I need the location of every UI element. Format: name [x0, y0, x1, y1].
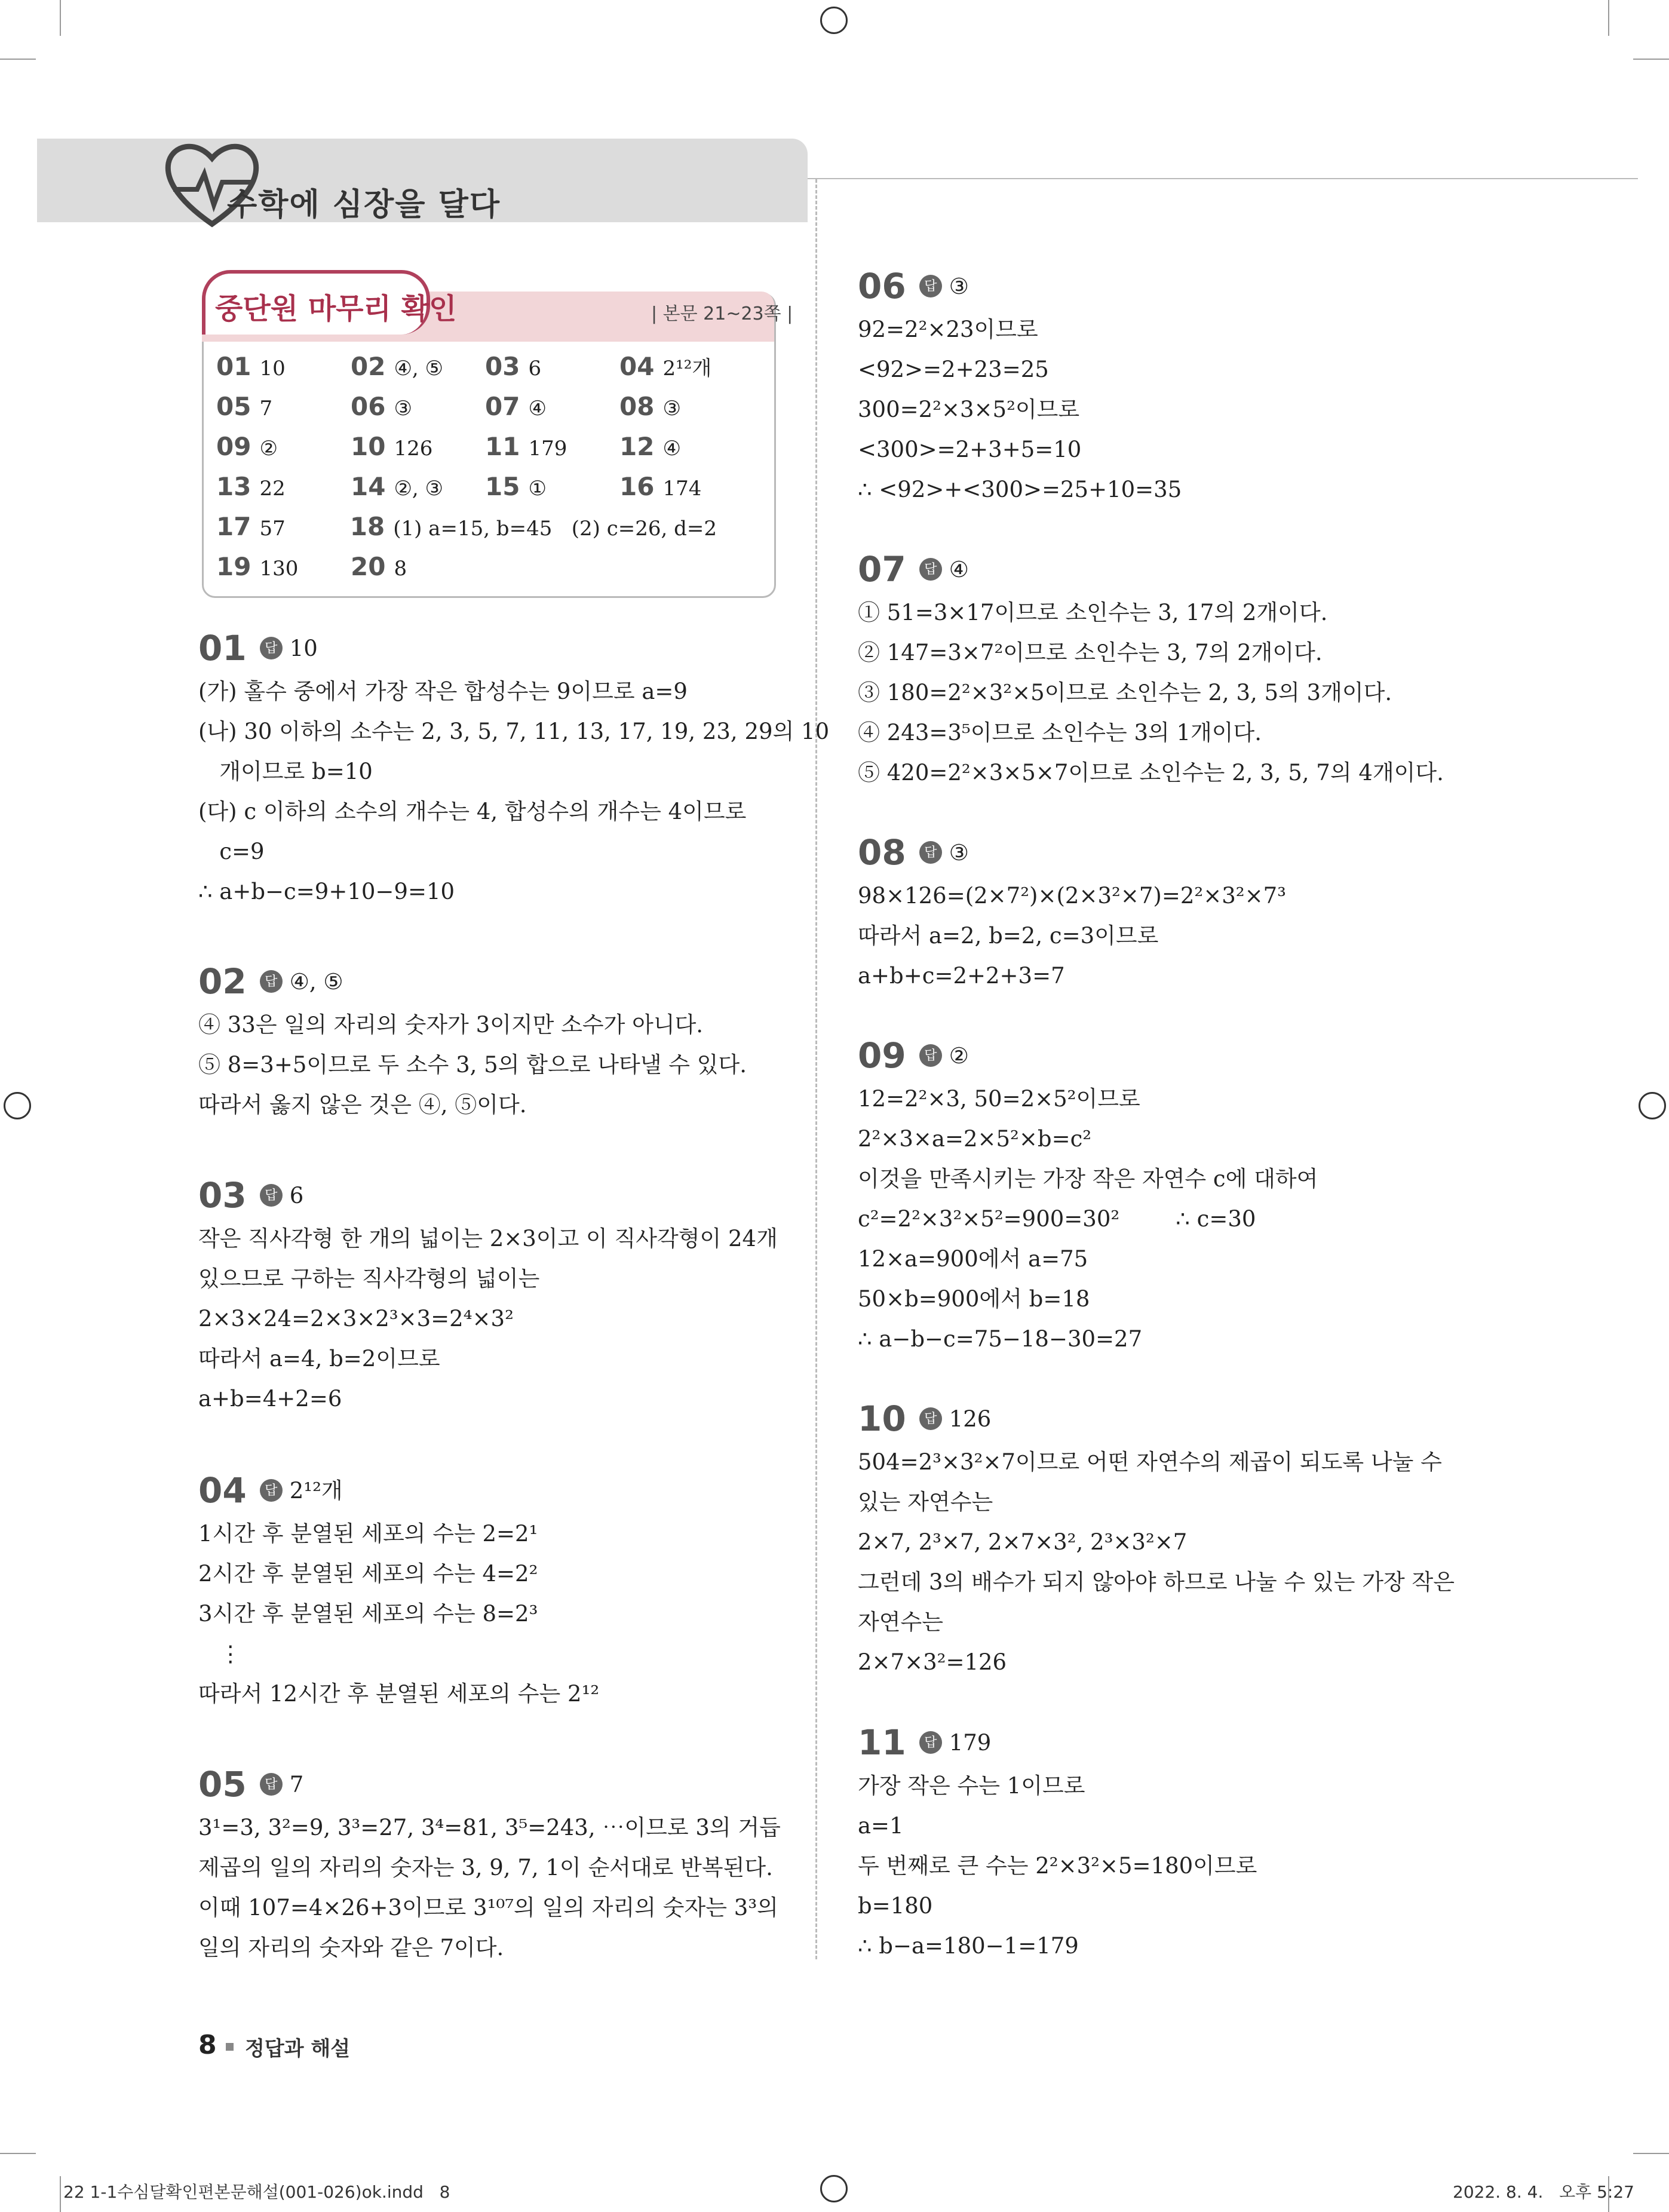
- solution-line: 있는 자연수는: [858, 1489, 993, 1515]
- problem-header: 02 답 ④, ⑤: [198, 961, 343, 1002]
- solution-line: ∴ a−b−c=75−18−30=27: [858, 1326, 1143, 1352]
- summary-item: 11 179: [485, 432, 567, 461]
- solution-line: 제곱의 일의 자리의 숫자는 3, 9, 7, 1이 순서대로 반복된다.: [198, 1855, 773, 1880]
- solution-line: a+b=4+2=6: [198, 1386, 342, 1412]
- answer-badge-icon: 답: [919, 841, 942, 864]
- solution-line: 이때 107=4×26+3이므로 3¹⁰⁷의 일의 자리의 숫자는 3³의: [198, 1895, 778, 1920]
- footer-file: 22 1-1수심달확인편본문해설(001-026)ok.indd 8: [63, 2182, 450, 2202]
- crop-mark: [60, 0, 61, 36]
- problem-header: 05 답 7: [198, 1763, 304, 1805]
- solution-line: 3¹=3, 3²=9, 3³=27, 3⁴=81, 3⁵=243, ⋯이므로 3의 거듭: [198, 1815, 781, 1840]
- solution-line: ⑤ 8=3+5이므로 두 소수 3, 5의 합으로 나타낼 수 있다.: [198, 1052, 747, 1078]
- summary-ref: | 본문 21~23쪽 |: [651, 303, 793, 324]
- solution-line: 그런데 3의 배수가 되지 않아야 하므로 나눌 수 있는 가장 작은: [858, 1569, 1455, 1595]
- header-rule: [808, 178, 1638, 179]
- summary-item: 16 174: [619, 472, 702, 501]
- summary-row: [216, 386, 754, 427]
- solution-line: b=180: [858, 1893, 933, 1919]
- summary-item: 15 ①: [485, 472, 547, 501]
- solution-line: 있으므로 구하는 직사각형의 넓이는: [198, 1266, 540, 1291]
- summary-item: 18 (1) a=15, b=45 (2) c=26, d=2: [349, 512, 717, 541]
- header-title: 수학에 심장을 달다: [227, 187, 501, 223]
- problem-03: [198, 1172, 778, 1419]
- crop-mark: [1633, 2153, 1669, 2154]
- solution-line: ⑤ 420=2²×3×5×7이므로 소인수는 2, 3, 5, 7의 4개이다.: [858, 760, 1444, 786]
- summary-item: 13 22: [216, 472, 286, 501]
- solution-line: ∴ a+b−c=9+10−9=10: [198, 879, 455, 904]
- problem-header: 10 답 126: [858, 1398, 992, 1439]
- summary-item: 04 2¹²개: [619, 352, 712, 381]
- summary-title: 중단원 마무리 확인: [215, 292, 457, 326]
- solution-line: (가) 홀수 중에서 가장 작은 합성수는 9이므로 a=9: [198, 679, 688, 704]
- summary-item: 02 ④, ⑤: [351, 352, 444, 381]
- summary-row: [216, 507, 754, 547]
- solution-line: ② 147=3×7²이므로 소인수는 3, 7의 2개이다.: [858, 640, 1323, 665]
- solution-line: 92=2²×23이므로: [858, 317, 1038, 342]
- summary-item: 20 8: [351, 552, 407, 581]
- answer-badge-icon: 답: [919, 275, 942, 297]
- summary-item: 14 ②, ③: [351, 472, 444, 501]
- summary-item: 09 ②: [216, 432, 278, 461]
- solution-line: 12=2²×3, 50=2×5²이므로: [858, 1086, 1140, 1112]
- problem-header: 04 답 2¹²개: [198, 1469, 343, 1511]
- problem-header: 11 답 179: [858, 1722, 992, 1763]
- problem-06: [858, 263, 1425, 510]
- solution-line: ③ 180=2²×3²×5이므로 소인수는 2, 3, 5의 3개이다.: [858, 680, 1392, 705]
- solution-line: 98×126=(2×7²)×(2×3²×7)=2²×3²×7³: [858, 883, 1286, 909]
- problem-07: [858, 546, 1444, 793]
- solution-line: 2²×3×a=2×5²×b=c²: [858, 1126, 1092, 1152]
- solution-line: ④ 33은 일의 자리의 숫자가 3이지만 소수가 아니다.: [198, 1012, 704, 1038]
- answer-badge-icon: 답: [260, 1773, 283, 1796]
- solution-line: ① 51=3×17이므로 소인수는 3, 17의 2개이다.: [858, 600, 1328, 625]
- problem-header: 09 답 ②: [858, 1035, 969, 1076]
- solution-line: 2시간 후 분열된 세포의 수는 4=2²: [198, 1561, 538, 1587]
- problem-header: 07 답 ④: [858, 548, 969, 590]
- answer-badge-icon: 답: [919, 1731, 942, 1754]
- problem-header: 06 답 ③: [858, 265, 969, 306]
- problem-header: 03 답 6: [198, 1174, 304, 1216]
- crop-mark: [1608, 0, 1609, 36]
- answer-badge-icon: 답: [260, 1479, 283, 1502]
- problem-02: [198, 958, 766, 1125]
- solution-line: <300>=2+3+5=10: [858, 437, 1082, 462]
- footer-date: 2022. 8. 4. 오후 5:27: [1453, 2182, 1634, 2202]
- problem-05: [198, 1761, 781, 1968]
- summary-item: 19 130: [216, 552, 299, 581]
- crop-mark: [1633, 59, 1669, 60]
- crop-mark: [0, 59, 36, 60]
- solution-line: 두 번째로 큰 수는 2²×3²×5=180이므로: [858, 1853, 1257, 1879]
- crop-mark: [60, 2176, 61, 2212]
- solution-line: 따라서 a=2, b=2, c=3이므로: [858, 923, 1159, 949]
- summary-item: 17 57: [216, 512, 286, 541]
- solution-line: ④ 243=3⁵이므로 소인수는 3의 1개이다.: [858, 720, 1262, 745]
- summary-item: 06 ③: [351, 392, 412, 421]
- problem-01: [198, 625, 830, 912]
- problem-10: [858, 1395, 1455, 1682]
- problem-header: 08 답 ③: [858, 832, 969, 873]
- summary-row: [216, 547, 754, 587]
- problem-header: 01 답 10: [198, 627, 318, 668]
- crop-mark: [0, 2153, 36, 2154]
- problem-11: [858, 1719, 1425, 1966]
- registration-mark-icon: [4, 1092, 31, 1119]
- solution-line: <92>=2+23=25: [858, 357, 1049, 382]
- solution-line: 개이므로 b=10: [198, 759, 373, 784]
- solution-line: a+b+c=2+2+3=7: [858, 963, 1065, 989]
- solution-line: 따라서 옳지 않은 것은 ④, ⑤이다.: [198, 1092, 527, 1118]
- solution-line: ∴ b−a=180−1=179: [858, 1933, 1079, 1959]
- solution-line: 2×3×24=2×3×2³×3=2⁴×3²: [198, 1306, 514, 1332]
- summary-grid: [216, 346, 754, 587]
- solution-line: a=1: [858, 1813, 904, 1839]
- summary-item: 03 6: [485, 352, 542, 381]
- summary-item: 10 126: [351, 432, 433, 461]
- summary-item: 01 10: [216, 352, 286, 381]
- problem-08: [858, 829, 1425, 996]
- answer-badge-icon: 답: [260, 1184, 283, 1207]
- summary-row: [216, 346, 754, 386]
- summary-row: [216, 467, 754, 507]
- summary-item: 08 ③: [619, 392, 681, 421]
- page-number: 8: [198, 2030, 217, 2060]
- solution-line: ⋮: [198, 1641, 242, 1667]
- summary-row: [216, 427, 754, 467]
- solution-line: 3시간 후 분열된 세포의 수는 8=2³: [198, 1601, 538, 1627]
- solution-line: (나) 30 이하의 소수는 2, 3, 5, 7, 11, 13, 17, 19, 23, 29의 10: [198, 719, 830, 744]
- solution-line: 300=2²×3×5²이므로: [858, 397, 1080, 422]
- registration-mark-icon: [820, 7, 848, 34]
- page-label: 정답과 해설: [245, 2037, 351, 2061]
- summary-item: 12 ④: [619, 432, 681, 461]
- answer-badge-icon: 답: [260, 637, 283, 659]
- summary-item: 07 ④: [485, 392, 547, 421]
- column-divider: [815, 179, 817, 1959]
- solution-line: c²=2²×3²×5²=900=30² ∴ c=30: [858, 1206, 1256, 1232]
- problem-09: [858, 1032, 1425, 1359]
- solution-line: 가장 작은 수는 1이므로: [858, 1773, 1085, 1799]
- solution-line: 50×b=900에서 b=18: [858, 1286, 1090, 1312]
- solution-line: 작은 직사각형 한 개의 넓이는 2×3이고 이 직사각형이 24개: [198, 1226, 778, 1251]
- solution-line: 2×7×3²=126: [858, 1649, 1007, 1675]
- solution-line: 2×7, 2³×7, 2×7×3², 2³×3²×7: [858, 1529, 1188, 1555]
- solution-line: 따라서 a=4, b=2이므로: [198, 1346, 440, 1372]
- answer-badge-icon: 답: [919, 1407, 942, 1430]
- answer-badge-icon: 답: [919, 558, 942, 581]
- solution-line: 12×a=900에서 a=75: [858, 1246, 1088, 1272]
- solution-line: c=9: [198, 839, 265, 864]
- solution-line: 따라서 12시간 후 분열된 세포의 수는 2¹²: [198, 1681, 600, 1707]
- solution-line: 자연수는: [858, 1609, 943, 1635]
- registration-mark-icon: [1639, 1092, 1666, 1119]
- solution-line: 일의 자리의 숫자와 같은 7이다.: [198, 1935, 504, 1961]
- registration-mark-icon: [820, 2175, 848, 2202]
- answer-badge-icon: 답: [919, 1044, 942, 1067]
- answer-badge-icon: 답: [260, 970, 283, 993]
- solution-line: 이것을 만족시키는 가장 작은 자연수 c에 대하여: [858, 1166, 1318, 1192]
- summary-item: 05 7: [216, 392, 273, 421]
- solution-line: 504=2³×3²×7이므로 어떤 자연수의 제곱이 되도록 나눌 수: [858, 1449, 1442, 1475]
- solution-line: 1시간 후 분열된 세포의 수는 2=2¹: [198, 1521, 538, 1547]
- problem-04: [198, 1467, 766, 1714]
- solution-line: ∴ <92>+<300>=25+10=35: [858, 477, 1182, 502]
- page-separator: [226, 2043, 234, 2051]
- solution-line: (다) c 이하의 소수의 개수는 4, 합성수의 개수는 4이므로: [198, 799, 747, 824]
